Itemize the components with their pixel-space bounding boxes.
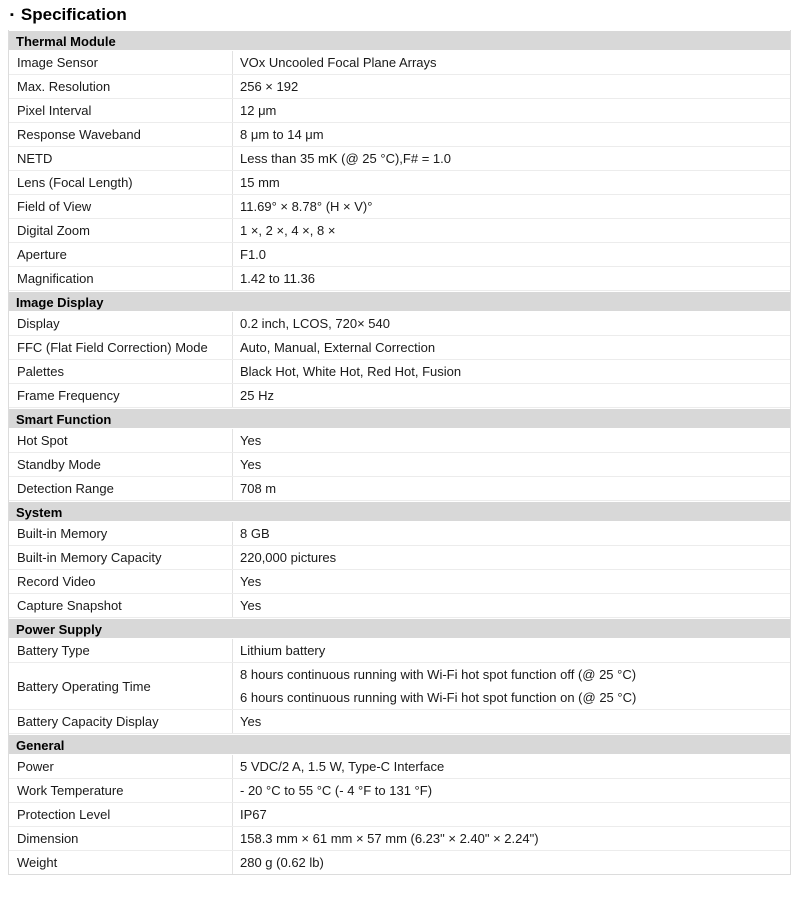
table-row bbox=[9, 803, 790, 827]
row-value-line: 708 m bbox=[240, 481, 277, 496]
row-value bbox=[233, 147, 790, 170]
row-value-line: 280 g (0.62 lb) bbox=[240, 855, 324, 870]
row-value bbox=[233, 546, 790, 569]
row-value-line: Yes bbox=[240, 433, 262, 448]
row-value-line: 1 ×, 2 ×, 4 ×, 8 × bbox=[240, 223, 336, 238]
row-value-line: 8 hours continuous running with Wi-Fi hot spot function off (@ 25 °C) bbox=[240, 667, 637, 682]
row-value-line: 158.3 mm × 61 mm × 57 mm (6.23" × 2.40" × 2.24") bbox=[240, 831, 539, 846]
row-value bbox=[233, 384, 790, 407]
table-row bbox=[9, 267, 790, 291]
row-value bbox=[233, 779, 790, 802]
row-label: NETD bbox=[9, 147, 233, 170]
row-value bbox=[233, 267, 790, 290]
title-bullet-icon: ▪ bbox=[10, 8, 14, 21]
row-value-line: Yes bbox=[240, 714, 262, 729]
table-row bbox=[9, 384, 790, 408]
row-label: Magnification bbox=[9, 267, 233, 290]
row-value-line: Yes bbox=[240, 457, 262, 472]
section-header: Smart Function bbox=[9, 408, 790, 429]
table-row bbox=[9, 522, 790, 546]
table-row bbox=[9, 594, 790, 618]
section-header: Image Display bbox=[9, 291, 790, 312]
row-label: Display bbox=[9, 312, 233, 335]
row-label: FFC (Flat Field Correction) Mode bbox=[9, 336, 233, 359]
row-value bbox=[233, 594, 790, 617]
table-row bbox=[9, 312, 790, 336]
row-label: Built-in Memory Capacity bbox=[9, 546, 233, 569]
row-label: Digital Zoom bbox=[9, 219, 233, 242]
row-label: Palettes bbox=[9, 360, 233, 383]
row-value bbox=[233, 243, 790, 266]
table-row bbox=[9, 453, 790, 477]
section-header: Power Supply bbox=[9, 618, 790, 639]
row-value-line: 0.2 inch, LCOS, 720× 540 bbox=[240, 316, 390, 331]
section-header: System bbox=[9, 501, 790, 522]
row-label: Work Temperature bbox=[9, 779, 233, 802]
row-value bbox=[233, 639, 790, 662]
row-value-line: 5 VDC/2 A, 1.5 W, Type-C Interface bbox=[240, 759, 445, 774]
row-value-line: 15 mm bbox=[240, 175, 280, 190]
row-value-line: 8 GB bbox=[240, 526, 270, 541]
row-value-line: Yes bbox=[240, 598, 262, 613]
row-label: Battery Operating Time bbox=[9, 663, 233, 709]
table-row bbox=[9, 663, 790, 710]
row-label: Hot Spot bbox=[9, 429, 233, 452]
row-value-line: 220,000 pictures bbox=[240, 550, 337, 565]
row-value bbox=[233, 195, 790, 218]
row-value bbox=[233, 75, 790, 98]
row-value-line: VOx Uncooled Focal Plane Arrays bbox=[240, 55, 437, 70]
row-label: Pixel Interval bbox=[9, 99, 233, 122]
row-value bbox=[233, 360, 790, 383]
table-row bbox=[9, 779, 790, 803]
row-value-line: Black Hot, White Hot, Red Hot, Fusion bbox=[240, 364, 462, 379]
row-value bbox=[233, 710, 790, 733]
table-row bbox=[9, 336, 790, 360]
section-header: General bbox=[9, 734, 790, 755]
row-value-line: Auto, Manual, External Correction bbox=[240, 340, 436, 355]
table-row bbox=[9, 75, 790, 99]
table-row bbox=[9, 639, 790, 663]
row-value bbox=[233, 312, 790, 335]
table-row bbox=[9, 219, 790, 243]
table-row bbox=[9, 827, 790, 851]
row-value bbox=[233, 570, 790, 593]
row-label: Weight bbox=[9, 851, 233, 874]
section-header: Thermal Module bbox=[9, 30, 790, 51]
row-value bbox=[233, 827, 790, 850]
row-value-line: 25 Hz bbox=[240, 388, 274, 403]
table-row bbox=[9, 195, 790, 219]
table-row bbox=[9, 710, 790, 734]
row-value bbox=[233, 123, 790, 146]
row-value bbox=[233, 453, 790, 476]
row-value-line: 6 hours continuous running with Wi-Fi hot spot function on (@ 25 °C) bbox=[240, 690, 637, 705]
table-row bbox=[9, 546, 790, 570]
row-value-line: F1.0 bbox=[240, 247, 267, 262]
row-value-line: Yes bbox=[240, 574, 262, 589]
row-value-line: Less than 35 mK (@ 25 °C),F# = 1.0 bbox=[240, 151, 451, 166]
row-label: Max. Resolution bbox=[9, 75, 233, 98]
row-value bbox=[233, 522, 790, 545]
row-label: Battery Capacity Display bbox=[9, 710, 233, 733]
table-row bbox=[9, 243, 790, 267]
row-value bbox=[233, 663, 790, 709]
row-label: Image Sensor bbox=[9, 51, 233, 74]
table-row bbox=[9, 755, 790, 779]
row-value-line: 256 × 192 bbox=[240, 79, 299, 94]
row-label: Lens (Focal Length) bbox=[9, 171, 233, 194]
row-value bbox=[233, 477, 790, 500]
row-label: Frame Frequency bbox=[9, 384, 233, 407]
table-row bbox=[9, 171, 790, 195]
table-row bbox=[9, 147, 790, 171]
row-value bbox=[233, 51, 790, 74]
row-label: Battery Type bbox=[9, 639, 233, 662]
table-row bbox=[9, 429, 790, 453]
row-value bbox=[233, 219, 790, 242]
row-value bbox=[233, 429, 790, 452]
table-row bbox=[9, 51, 790, 75]
page-title-text: Specification bbox=[20, 5, 127, 24]
row-label: Field of View bbox=[9, 195, 233, 218]
row-value-line: - 20 °C to 55 °C (- 4 °F to 131 °F) bbox=[240, 783, 433, 798]
row-value bbox=[233, 336, 790, 359]
row-label: Aperture bbox=[9, 243, 233, 266]
row-label: Standby Mode bbox=[9, 453, 233, 476]
row-value bbox=[233, 171, 790, 194]
table-row bbox=[9, 123, 790, 147]
table-row bbox=[9, 570, 790, 594]
row-label: Protection Level bbox=[9, 803, 233, 826]
specification-table bbox=[8, 30, 791, 875]
row-label: Built-in Memory bbox=[9, 522, 233, 545]
row-label: Detection Range bbox=[9, 477, 233, 500]
row-label: Capture Snapshot bbox=[9, 594, 233, 617]
table-row bbox=[9, 851, 790, 874]
table-row bbox=[9, 477, 790, 501]
row-value bbox=[233, 755, 790, 778]
row-value bbox=[233, 99, 790, 122]
row-value-line: IP67 bbox=[240, 807, 267, 822]
row-value-line: 12 μm bbox=[240, 103, 277, 118]
row-value bbox=[233, 803, 790, 826]
row-value-line: 1.42 to 11.36 bbox=[240, 271, 315, 286]
page-title bbox=[10, 5, 800, 25]
row-value-line: Lithium battery bbox=[240, 643, 326, 658]
row-value bbox=[233, 851, 790, 874]
table-row bbox=[9, 360, 790, 384]
row-label: Power bbox=[9, 755, 233, 778]
row-label: Response Waveband bbox=[9, 123, 233, 146]
table-row bbox=[9, 99, 790, 123]
row-value-line: 11.69° × 8.78° (H × V)° bbox=[240, 199, 373, 214]
row-label: Dimension bbox=[9, 827, 233, 850]
row-value-line: 8 μm to 14 μm bbox=[240, 127, 324, 142]
row-label: Record Video bbox=[9, 570, 233, 593]
